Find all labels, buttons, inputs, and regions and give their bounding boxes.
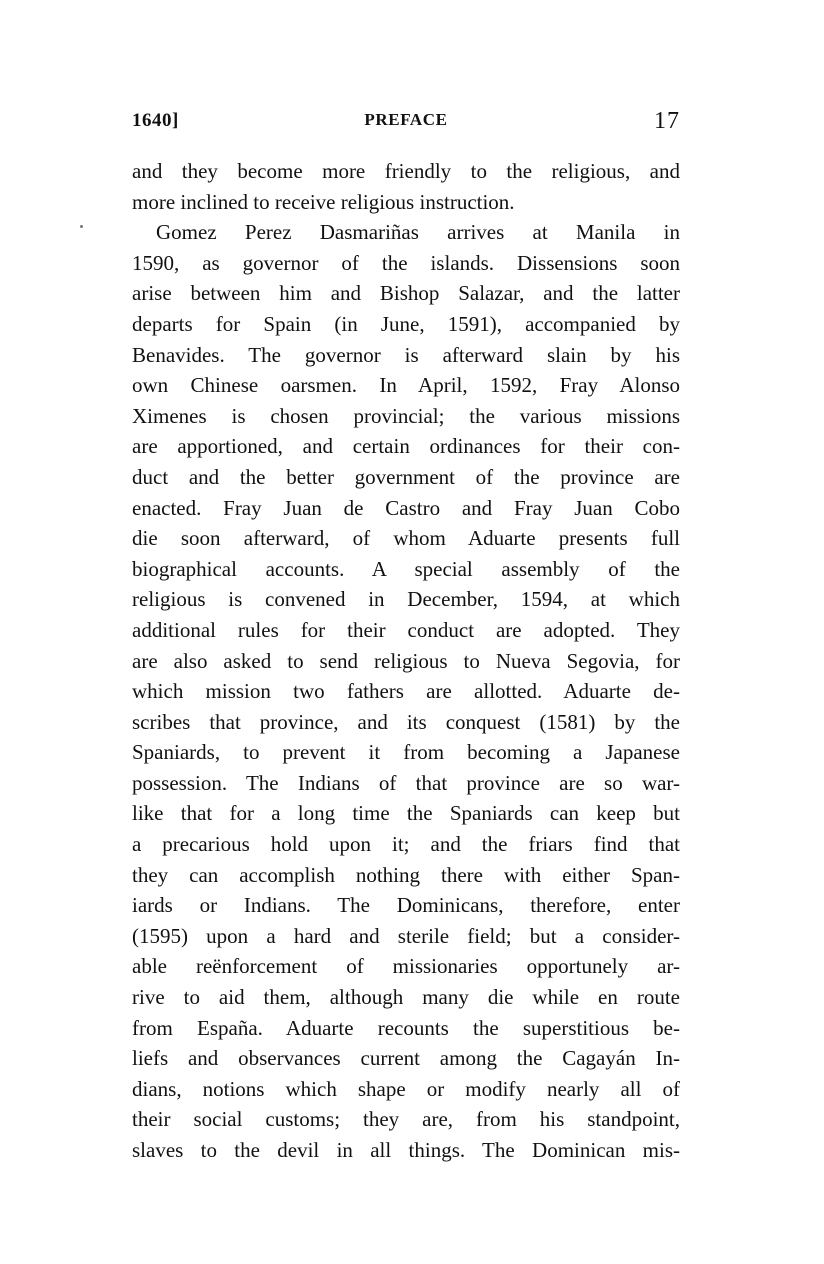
text-line: liefs and observances current among the Cagayán In- <box>132 1046 680 1071</box>
text-line: Benavides. The governor is afterward slain by his <box>132 342 680 367</box>
text-line: iards or Indians. The Dominicans, therefore, enter <box>132 893 680 918</box>
text-line: duct and the better government of the province are <box>132 464 680 489</box>
text-line: they can accomplish nothing there with either Span- <box>132 862 680 887</box>
text-line: which mission two fathers are allotted. Aduarte de- <box>132 679 680 704</box>
running-head <box>132 108 680 138</box>
text-line: more inclined to receive religious instruction. <box>132 189 515 214</box>
text-line: additional rules for their conduct are adopted. They <box>132 617 680 642</box>
text-line: dians, notions which shape or modify nearly all of <box>132 1076 680 1101</box>
page-number: 17 <box>654 108 680 134</box>
text-line: Gomez Perez Dasmariñas arrives at Manila in <box>156 220 680 245</box>
text-line: biographical accounts. A special assembly of the <box>132 556 680 581</box>
text-line: Spaniards, to prevent it from becoming a Japanese <box>132 740 680 765</box>
text-line: their social customs; they are, from his standpoint, <box>132 1107 680 1132</box>
text-line: own Chinese oarsmen. In April, 1592, Fray Alonso <box>132 373 680 398</box>
text-line: departs for Spain (in June, 1591), accompanied by <box>132 311 680 336</box>
text-line: enacted. Fray Juan de Castro and Fray Juan Cobo <box>132 495 680 520</box>
text-line: religious is convened in December, 1594, at which <box>132 587 680 612</box>
text-line: arise between him and Bishop Salazar, and the latter <box>132 281 680 306</box>
text-line: able reënforcement of missionaries opportunely ar- <box>132 954 680 979</box>
text-line: Ximenes is chosen provincial; the various missions <box>132 403 680 428</box>
text-line: and they become more friendly to the religious, and <box>132 159 680 183</box>
body-text <box>132 156 680 1166</box>
text-line: (1595) upon a hard and sterile field; but a consider- <box>132 923 680 948</box>
text-line: like that for a long time the Spaniards can keep but <box>132 801 680 826</box>
margin-mark <box>80 225 83 228</box>
text-line: possession. The Indians of that province are so war- <box>132 770 680 795</box>
text-line: slaves to the devil in all things. The Dominican mis- <box>132 1138 680 1162</box>
running-head-title: PREFACE <box>364 110 448 129</box>
text-line: a precarious hold upon it; and the friars find that <box>132 832 680 857</box>
text-line: scribes that province, and its conquest (1581) by the <box>132 709 680 734</box>
text-line: die soon afterward, of whom Aduarte presents full <box>132 526 680 551</box>
running-head-year: 1640] <box>132 110 179 131</box>
text-line: 1590, as governor of the islands. Dissensions soon <box>132 250 680 275</box>
text-line: are apportioned, and certain ordinances for their con- <box>132 434 680 459</box>
text-line: rive to aid them, although many die while en route <box>132 985 680 1010</box>
text-line: are also asked to send religious to Nueva Segovia, for <box>132 648 680 673</box>
text-line: from España. Aduarte recounts the superstitious be- <box>132 1015 680 1040</box>
